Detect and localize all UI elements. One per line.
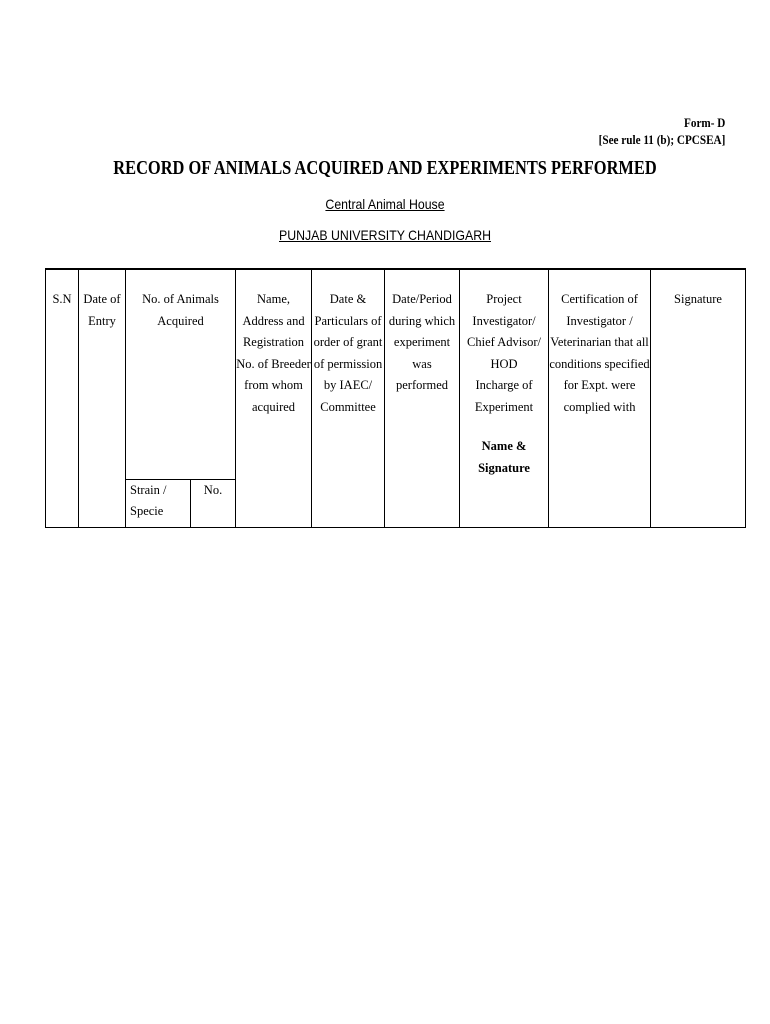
header-investigator-cont	[460, 479, 549, 527]
header-grant-cont	[312, 479, 385, 527]
institution-unit: Central Animal House	[325, 196, 445, 212]
header-sn-cont	[46, 479, 79, 527]
header-period: Date/Period during which experiment was performed	[385, 269, 460, 479]
header-period-cont	[385, 479, 460, 527]
header-signature: Signature	[651, 269, 746, 479]
page-title: RECORD OF ANIMALS ACQUIRED AND EXPERIMENTS PERFORMED	[113, 157, 657, 179]
header-date-cont	[79, 479, 126, 527]
header-name-signature: Name & Signature	[478, 439, 530, 475]
institution-name: PUNJAB UNIVERSITY CHANDIGARH	[279, 227, 491, 243]
header-no: No.	[191, 479, 236, 527]
form-reference	[598, 114, 725, 148]
header-investigator: Project Investigator/ Chief Advisor/ HOD Incharge of Experiment Name & Signature	[460, 269, 549, 479]
header-breeder: Name, Address and Registration No. of Breeder from whom acquired	[236, 269, 312, 479]
header-breeder-cont	[236, 479, 312, 527]
header-strain-specie: Strain / Specie	[126, 479, 191, 527]
header-grant: Date & Particulars of order of grant of permission by IAEC/ Committee	[312, 269, 385, 479]
header-date-of-entry: Date of Entry	[79, 269, 126, 479]
records-table	[45, 268, 746, 528]
header-animals-acquired: No. of Animals Acquired	[126, 269, 236, 479]
header-sn: S.N	[46, 269, 79, 479]
form-rule: [See rule 11 (b); CPCSEA]	[598, 132, 725, 147]
header-signature-cont	[651, 479, 746, 527]
header-certification: Certification of Investigator / Veterinarian that all conditions specified for Expt. were complied with	[549, 269, 651, 479]
header-certification-cont	[549, 479, 651, 527]
form-name: Form- D	[683, 115, 725, 130]
